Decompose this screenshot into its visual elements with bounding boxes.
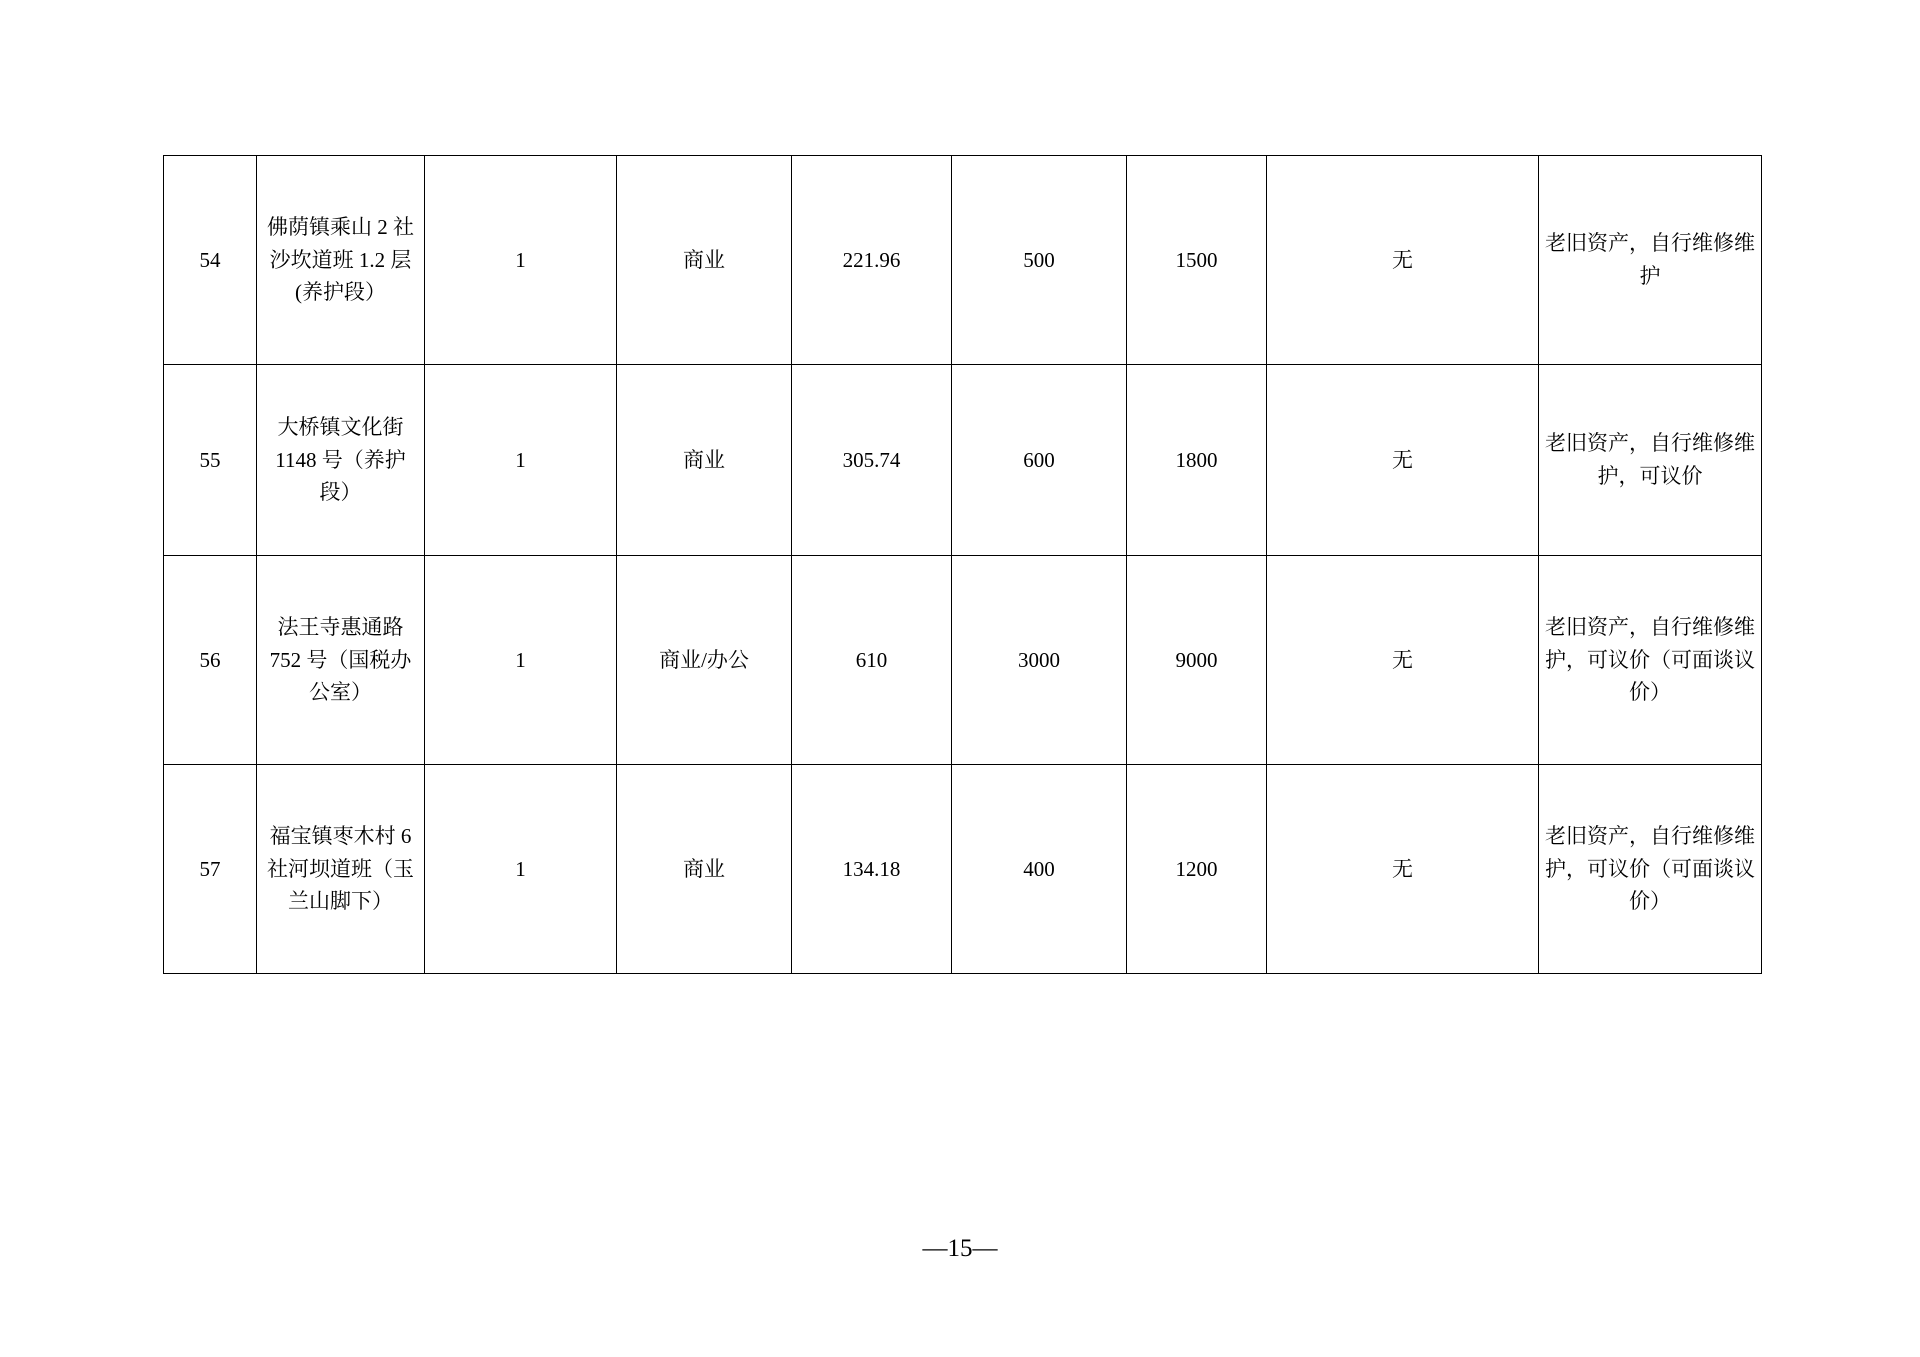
cell-total-price: 9000 <box>1127 556 1267 765</box>
cell-use: 商业 <box>617 156 792 365</box>
cell-quantity: 1 <box>425 556 617 765</box>
cell-index: 54 <box>164 156 257 365</box>
cell-quantity: 1 <box>425 765 617 974</box>
cell-remark: 老旧资产，自行维修维护 <box>1539 156 1762 365</box>
page-number: —15— <box>922 1235 998 1262</box>
cell-use: 商业 <box>617 365 792 556</box>
cell-index: 56 <box>164 556 257 765</box>
cell-area: 305.74 <box>792 365 952 556</box>
cell-use: 商业/办公 <box>617 556 792 765</box>
cell-quantity: 1 <box>425 365 617 556</box>
cell-remark: 老旧资产，自行维修维护，可议价（可面谈议价） <box>1539 556 1762 765</box>
cell-name: 福宝镇枣木村 6 社河坝道班（玉兰山脚下） <box>257 765 425 974</box>
table-row <box>164 556 1762 765</box>
cell-tenant: 无 <box>1267 765 1539 974</box>
cell-unit-price: 400 <box>952 765 1127 974</box>
cell-total-price: 1800 <box>1127 365 1267 556</box>
cell-area: 134.18 <box>792 765 952 974</box>
cell-area: 610 <box>792 556 952 765</box>
cell-total-price: 1500 <box>1127 156 1267 365</box>
cell-tenant: 无 <box>1267 365 1539 556</box>
cell-use: 商业 <box>617 765 792 974</box>
cell-unit-price: 3000 <box>952 556 1127 765</box>
cell-total-price: 1200 <box>1127 765 1267 974</box>
cell-name: 大桥镇文化街 1148 号（养护段） <box>257 365 425 556</box>
cell-remark: 老旧资产，自行维修维护，可议价 <box>1539 365 1762 556</box>
cell-index: 55 <box>164 365 257 556</box>
cell-unit-price: 600 <box>952 365 1127 556</box>
cell-name: 法王寺惠通路 752 号（国税办公室） <box>257 556 425 765</box>
cell-area: 221.96 <box>792 156 952 365</box>
cell-unit-price: 500 <box>952 156 1127 365</box>
asset-table <box>163 155 1762 974</box>
cell-name: 佛荫镇乘山 2 社沙坎道班 1.2 层(养护段） <box>257 156 425 365</box>
cell-quantity: 1 <box>425 156 617 365</box>
table-row <box>164 365 1762 556</box>
asset-table-container <box>163 155 1761 974</box>
table-row <box>164 765 1762 974</box>
cell-remark: 老旧资产，自行维修维护，可议价（可面谈议价） <box>1539 765 1762 974</box>
cell-tenant: 无 <box>1267 556 1539 765</box>
table-row <box>164 156 1762 365</box>
cell-tenant: 无 <box>1267 156 1539 365</box>
cell-index: 57 <box>164 765 257 974</box>
